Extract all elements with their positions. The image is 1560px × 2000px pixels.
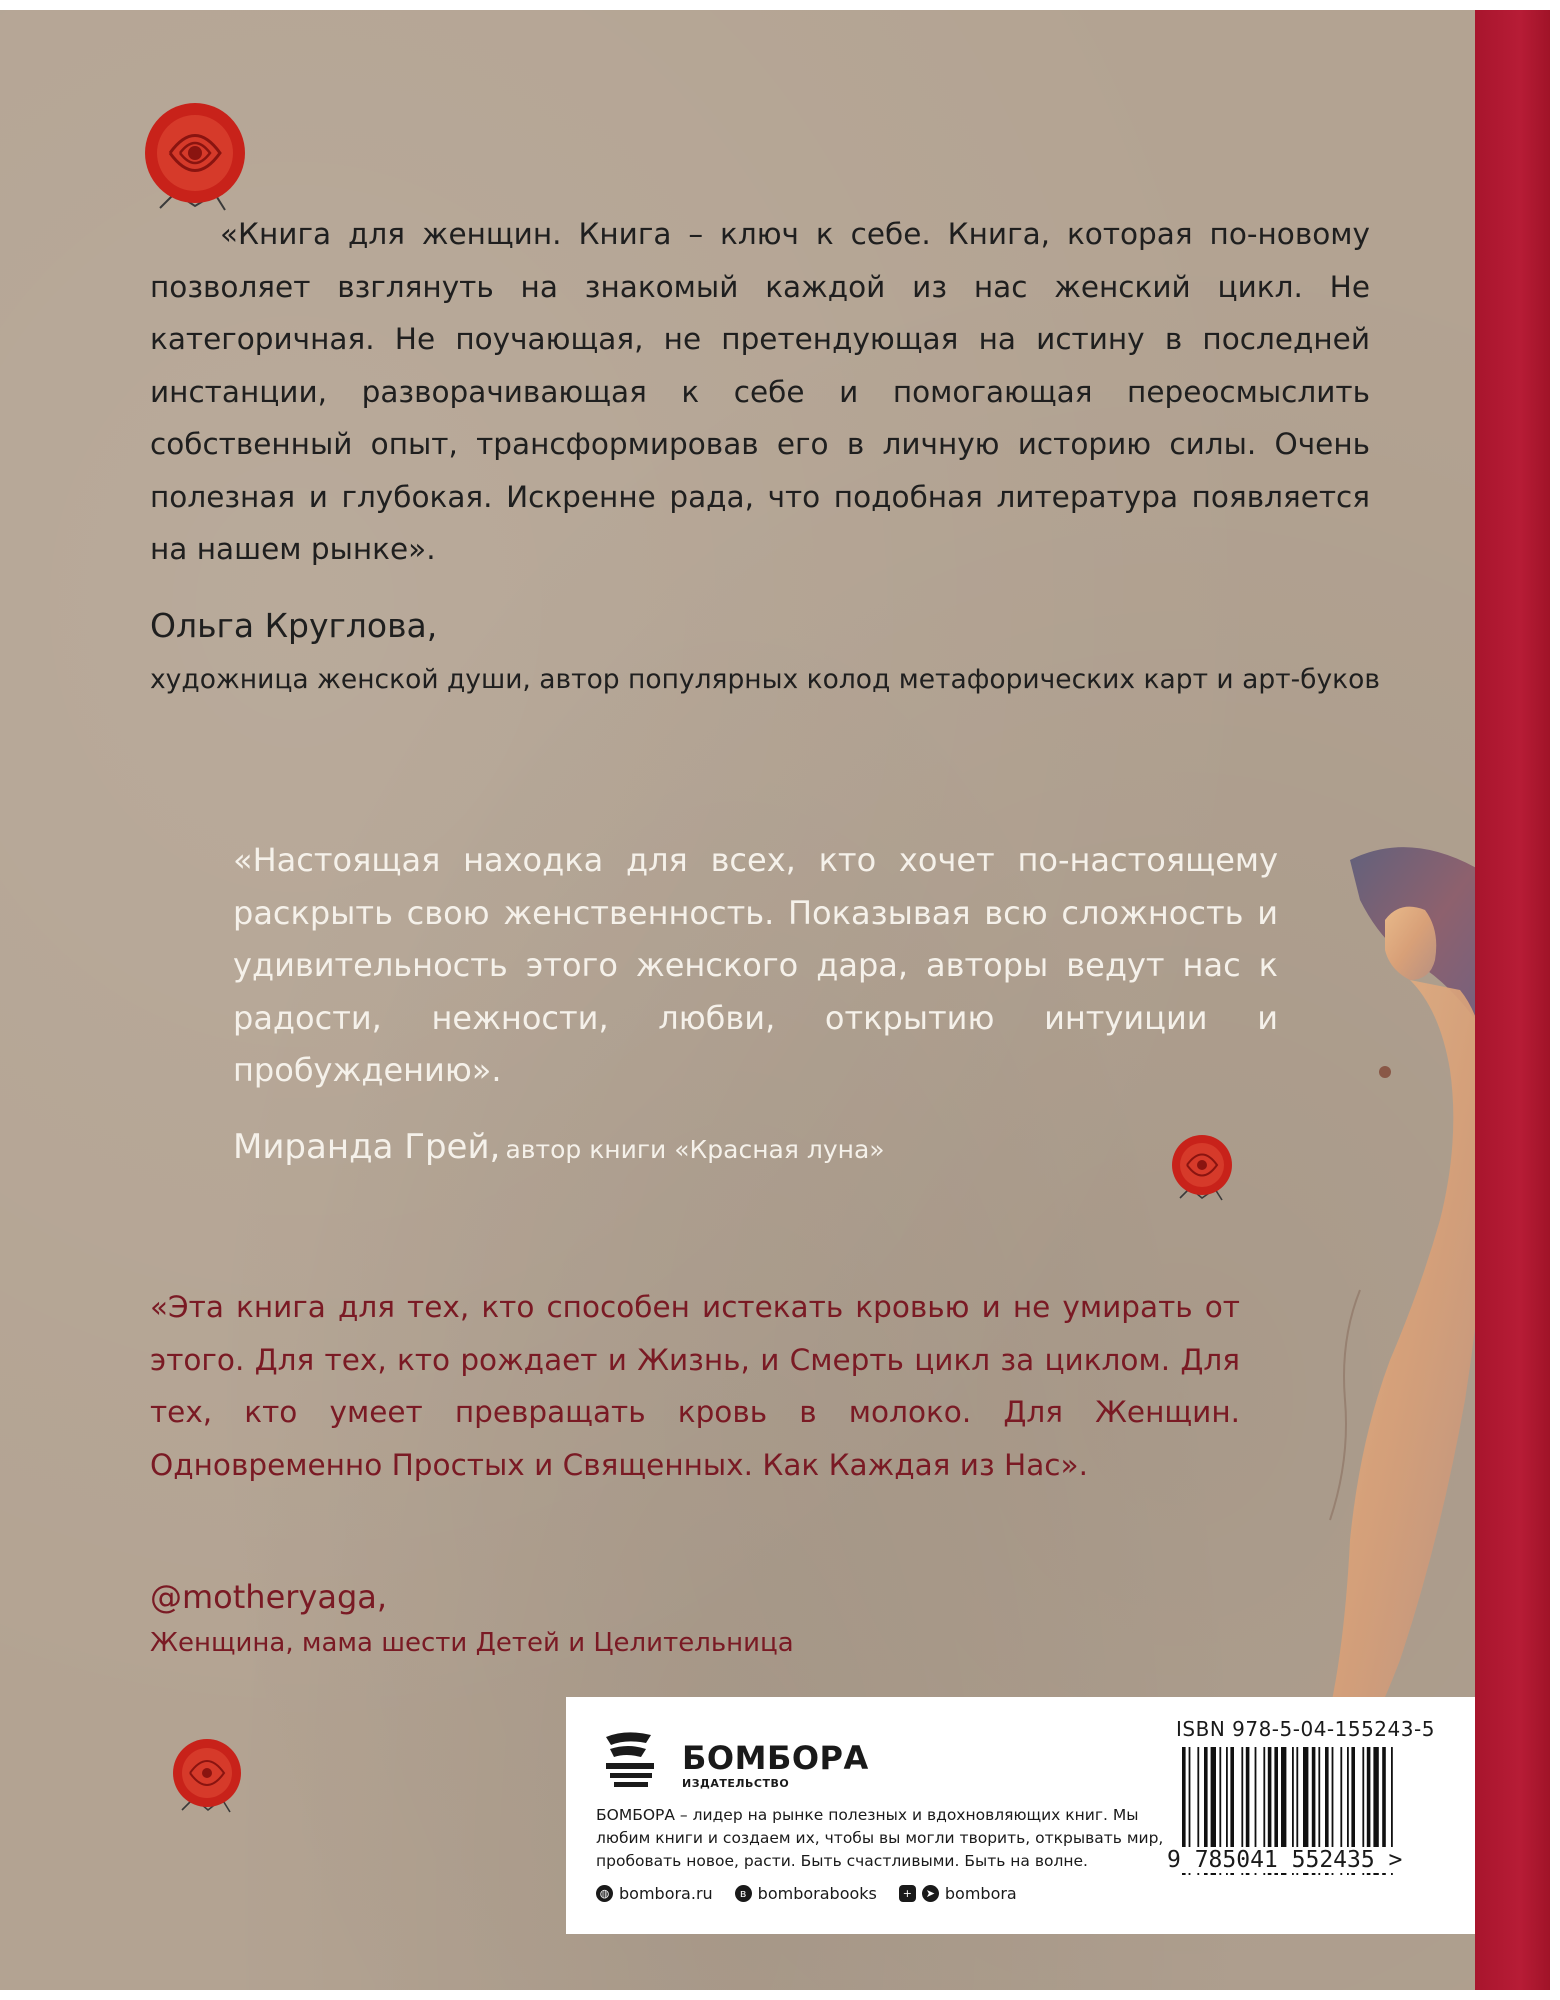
telegram-icon: ➤ (922, 1885, 939, 1902)
social-links (596, 1884, 1017, 1903)
isbn-number: ISBN 978-5-04-155243-5 (1176, 1717, 1435, 1741)
barcode-digits (1166, 1847, 1471, 1873)
social-label-website: bombora.ru (619, 1884, 713, 1903)
plus-icon: + (899, 1885, 916, 1902)
quote-3-text: «Эта книга для тех, кто способен истекать кровью и не умирать от этого. Для тех, кто рождает и Жизнь, и Смерть цикл за циклом. Для тех, кто умеет превращать кровь в молоко. Для Женщин. Одновременно Простых и Священных. Как Каждая из Нас». (150, 1290, 1240, 1482)
quote-3-author: @motheryaga, (150, 1578, 388, 1616)
social-label-vk: bomborabooks (757, 1884, 877, 1903)
publisher-name: БОМБОРА (682, 1739, 869, 1777)
barcode-digits-text: 9 785041 552435 > (1167, 1847, 1403, 1873)
quote-2-text: «Настоящая находка для всех, кто хочет по-настоящему раскрыть свою женственность. Показывая всю сложность и удивительность этого женского дара, авторы ведут нас к радости, нежности, любви, открытию интуиции и пробуждению». (233, 841, 1278, 1089)
quote-2-attribution (233, 1127, 885, 1167)
vk-icon: в (735, 1885, 752, 1902)
publisher-logo (596, 1727, 869, 1793)
social-label-telegram: bombora (944, 1884, 1017, 1903)
quote-1-author: Ольга Круглова, (150, 606, 438, 645)
quote-2-author-description: автор книги «Красная луна» (505, 1135, 885, 1164)
book-spine-edge (1475, 10, 1550, 1990)
publisher-subtitle: ИЗДАТЕЛЬСТВО (682, 1777, 790, 1790)
quote-1-text: «Книга для женщин. Книга – ключ к себе. Книга, которая по-новому позволяет взглянуть на знакомый каждой из нас женский цикл. Не категоричная. Не поучающая, не претендующая на истину в последней инстанции, разворачивающая к себе и помогающая переосмыслить собственный опыт, трансформировав его в личную историю силы. Очень полезная и глубокая. Искренне рада, что подобная литература появляется на нашем рынке». (150, 217, 1370, 566)
quote-1-author-description: художница женской души, автор популярных колод метафорических карт и арт-буков (150, 664, 1380, 695)
rose-illustration-bottom (160, 1735, 255, 1820)
globe-icon: ◍ (596, 1885, 613, 1902)
rose-illustration-middle (1160, 1132, 1245, 1207)
woman-figure-illustration (1290, 840, 1475, 1820)
social-link-vk[interactable] (735, 1884, 877, 1903)
publisher-description: БОМБОРА – лидер на рынке полезных и вдохновляющих книг. Мы любим книги и создаем их, чтобы вы могли творить, открывать мир, пробовать новое, расти. Быть счастливыми. Быть на волне. (596, 1806, 1164, 1870)
social-link-website[interactable] (596, 1884, 713, 1903)
rose-illustration-top (125, 98, 265, 223)
quote-3-author-description: Женщина, мама шести Детей и Целительница (150, 1628, 794, 1658)
quote-2-author: Миранда Грей, (233, 1127, 501, 1167)
publisher-panel (566, 1697, 1475, 1934)
back-cover (0, 10, 1475, 1990)
bombora-logo-icon (596, 1727, 666, 1793)
social-link-telegram[interactable] (899, 1884, 1017, 1903)
